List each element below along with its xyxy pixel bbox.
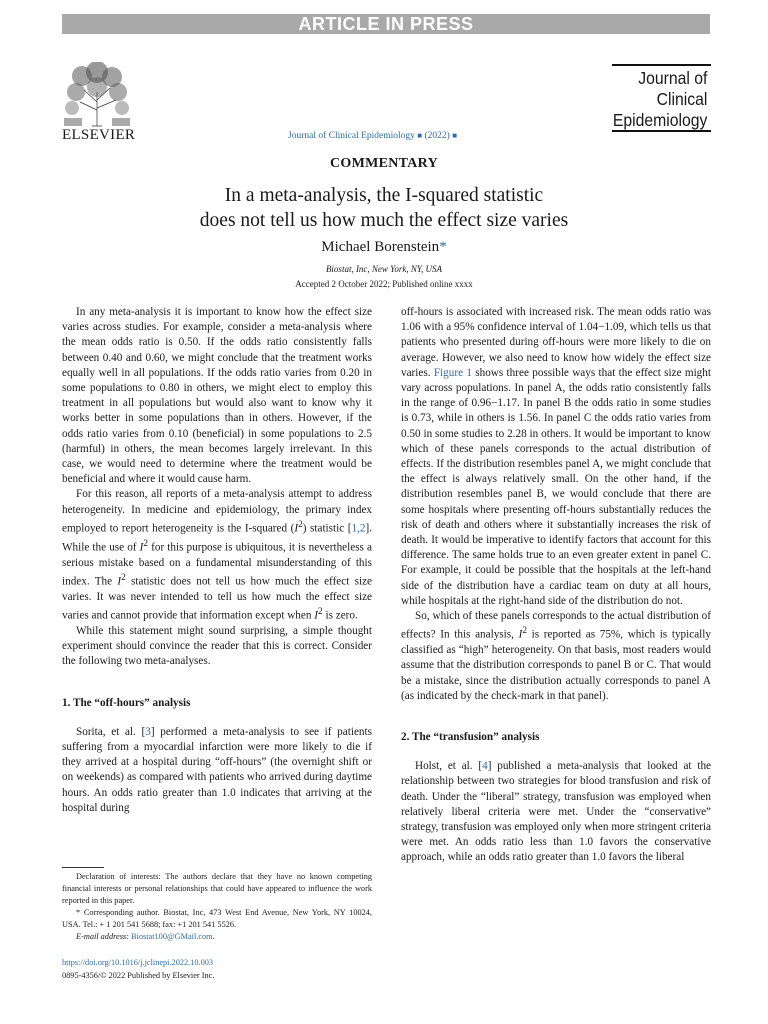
text-run: Sorita, et al. [ bbox=[76, 725, 146, 738]
section-label: COMMENTARY bbox=[329, 156, 438, 171]
journal-title-box bbox=[612, 64, 711, 132]
text-run: shows three possible ways that the effect size might vary across populations. In panel A, the odds ratio consistently falls in the range of 0.96−1.17. In panel B the odds ratio in some studies is 0.73, while in others is 1.56. In panel C the odds ratio varies from 0.50 in some studies to 2.28 in others. It would be important to know which of these panels corresponds to the actual distribution of effects. If the distribution resembles panel A, we might conclude that the effect is always relatively small. On the other hand, if the distribution resembles panel B, we would conclude that there are some hospitals where presenting off-hours substantially reduces the risk of death and others where it substantially increases the risk of death. It would be imperative to identify factors that account for this difference. The same holds true to an even greater extent in panel C. For example, it could be possible that the hospitals at the left-hand side of the distribution have a cardiac team on duty at all hours, while hospitals at the right-hand side of the distribution do not. bbox=[401, 366, 711, 607]
reference-link[interactable]: 1,2 bbox=[351, 522, 366, 535]
email-label: E-mail address: bbox=[76, 932, 129, 941]
elsevier-tree-logo bbox=[62, 62, 132, 128]
footnote: * Corresponding author. Biostat, Inc, 473 West End Avenue, New York, NY 10024, USA. Tel.: + 1 201 541 5688; fax: +1 201 541 5526. bbox=[62, 908, 372, 929]
email-link[interactable]: Biostat100@GMail.com bbox=[131, 932, 213, 941]
doi-link[interactable]: https://doi.org/10.1016/j.jclinepi.2022.10.003 bbox=[62, 958, 214, 967]
article-title bbox=[0, 183, 768, 233]
paragraph: In any meta-analysis it is important to know how the effect size varies across studies. For example, consider a meta-analysis where the mean odds ratio is 0.50. If the odds ratio consistently falls between 0.40 and 0.60, we might conclude that the treatment works equally well in all populations. If the odds ratio varies from 0.20 in some populations to 0.80 in others, we might elect to employ this treatment in all populations but would also want to know why it works better in some populations than in others. However, if the odds ratio varies from 0.10 (beneficial) in some populations to 2.5 (harmful) in others, the mean becomes largely irrelevant. In this case, we would need to determine where the treatment would be beneficial and where it would cause harm. bbox=[62, 306, 372, 486]
publisher-name: ELSEVIER bbox=[62, 127, 136, 143]
article-in-press-banner: ARTICLE IN PRESS bbox=[62, 14, 710, 34]
superscript: 2 bbox=[522, 626, 527, 637]
paragraph bbox=[401, 305, 711, 609]
issn-copyright: 0895-4356/© 2022 Published by Elsevier Inc. bbox=[62, 971, 215, 980]
title-line: does not tell us how much the effect size varies bbox=[199, 210, 569, 231]
text-run: for this purpose is ubiquitous, it is nevertheless a serious mistake based on a fundamental misunderstanding of this index. The bbox=[62, 541, 372, 588]
footnote-divider bbox=[62, 867, 104, 868]
figure-link[interactable]: Figure 1 bbox=[433, 366, 472, 379]
text-run: ] published a meta-analysis that looked at the relationship between two strategies for blood transfusion and risk of death. Under the “liberal” strategy, transfusion was employed when relatively liberal criteria were met. Under the “conservative” strategy, transfusion was employed only when more stringent criteria were met. An odds ratio less than 1.0 favors the conservative approach, while an odds ratio greater than 1.0 favors the liberal bbox=[401, 760, 712, 864]
square-marker: ■ bbox=[417, 131, 423, 140]
left-column bbox=[62, 305, 372, 816]
author-name: Michael Borenstein bbox=[321, 239, 440, 255]
superscript: 2 bbox=[121, 572, 126, 583]
author-line bbox=[0, 239, 768, 256]
superscript: 2 bbox=[298, 519, 303, 530]
title-line: In a meta-analysis, the I-squared statistic bbox=[224, 185, 544, 206]
text-run: statistic does not tell us how much the effect size varies. It was never intended to tell us how much the effect size varies and cannot provide that information except when bbox=[62, 575, 372, 622]
section-heading: 1. The “off-hours” analysis bbox=[62, 696, 191, 709]
journal-box-line: Journal of bbox=[638, 68, 708, 88]
text-run: ) statistic [ bbox=[302, 522, 352, 535]
i2-symbol: I bbox=[117, 575, 122, 588]
text-run: ] performed a meta-analysis to see if patients suffering from a myocardial infarction were more likely to die if they arrived at a hospital during “off-hours” (the overnight shift or on weekends) as compared with patients who arrived during daytime hours. An odds ratio greater than 1.0 indicates that arriving at the hospital during bbox=[62, 725, 372, 814]
reference-link[interactable]: 3 bbox=[145, 725, 151, 738]
i2-symbol: I bbox=[518, 629, 523, 641]
journal-box-line: Clinical bbox=[656, 89, 708, 109]
journal-box-line: Epidemiology bbox=[612, 110, 708, 130]
text-run: ]. While the use of bbox=[62, 522, 372, 554]
text-run: So, which of these panels corresponds to the actual distribution of effects? In this analysis, bbox=[401, 610, 711, 641]
corresponding-author-link[interactable]: * bbox=[439, 239, 447, 255]
publication-dates: Accepted 2 October 2022; Published online xxxx bbox=[295, 279, 473, 289]
paragraph bbox=[62, 487, 372, 624]
right-column bbox=[401, 305, 711, 866]
text-run: is reported as 75%, which is typically classified as “high” heterogeneity. On that basis, most readers would assume that the distribution corresponds to panel B or C. That would be a mistake, since the distribution actually corresponds to panel A (as indicated by the check-mark in that panel). bbox=[401, 629, 711, 702]
square-marker: ■ bbox=[452, 131, 458, 140]
paragraph: While this statement might sound surprising, a simple thought experiment should convince the reader that this is correct. Consider the following two meta-analyses. bbox=[62, 625, 372, 668]
paragraph bbox=[401, 759, 711, 865]
text-run: off-hours is associated with increased risk. The mean odds ratio was 1.06 with a 95% confidence interval of 1.04−1.09, which tells us that patients who presented during off-hours were more likely to die on average. However, we also need to know how widely the effect size varies. bbox=[401, 306, 711, 379]
text-run: . bbox=[212, 932, 215, 941]
superscript: 2 bbox=[143, 538, 149, 549]
section-heading: 2. The “transfusion” analysis bbox=[401, 731, 540, 744]
footnote bbox=[62, 931, 372, 943]
paragraph bbox=[62, 725, 372, 816]
footnote: Declaration of interests: The authors declare that they have no known competing financial interests or personal relationships that could have appeared to influence the work reported in this paper. bbox=[62, 872, 372, 905]
paragraph bbox=[401, 609, 711, 704]
affiliation: Biostat, Inc, New York, NY, USA bbox=[325, 264, 443, 274]
text-run: is zero. bbox=[322, 609, 358, 622]
reference-link[interactable]: 4 bbox=[482, 760, 488, 773]
text-run: Holst, et al. [ bbox=[415, 760, 483, 773]
i2-symbol: I bbox=[294, 522, 299, 535]
i2-symbol: I bbox=[139, 541, 144, 554]
text-run: For this reason, all reports of a meta-analysis attempt to address heterogeneity. In medicine and epidemiology, the primary index employed to report heterogeneity is the I-squared ( bbox=[62, 488, 372, 535]
journal-year: (2022) bbox=[424, 131, 450, 141]
superscript: 2 bbox=[318, 607, 323, 618]
footnotes bbox=[62, 871, 372, 943]
journal-name: Journal of Clinical Epidemiology bbox=[288, 131, 415, 141]
i2-symbol: I bbox=[314, 609, 318, 622]
journal-citation-line[interactable] bbox=[288, 131, 457, 141]
